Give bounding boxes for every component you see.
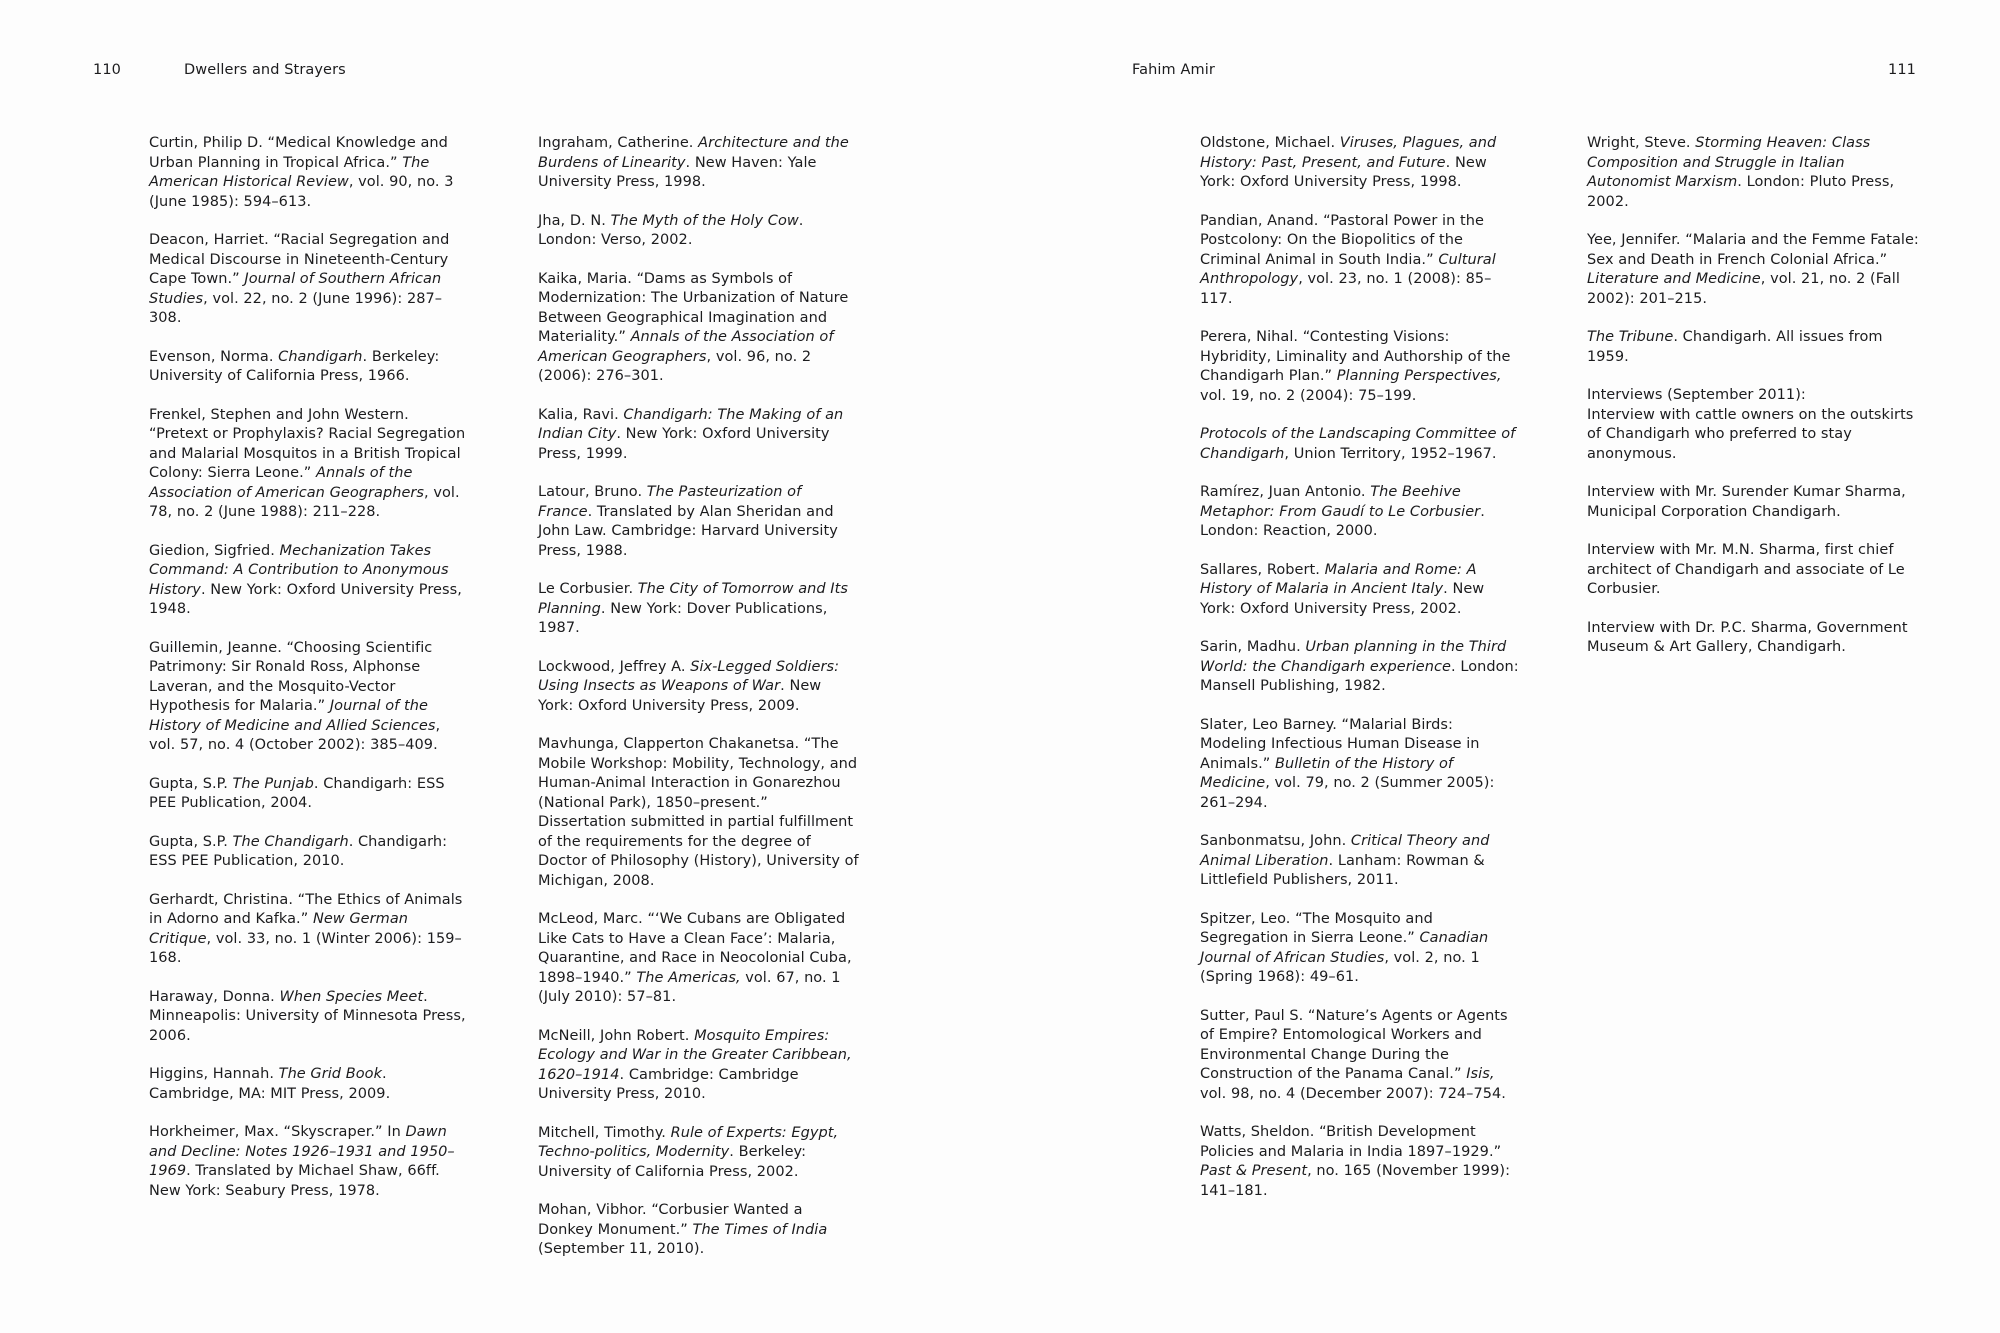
bib-entry: Protocols of the Landscaping Committee of Chandigarh, Union Territory, 1952–1967. — [1200, 426, 1516, 462]
bib-entry: McNeill, John Robert. Mosquito Empires: Ecology and War in the Greater Caribbean, 1620–1914. Cambridge: Cambridge University Press, 2010. — [538, 1027, 852, 1102]
bib-entry: Ingraham, Catherine. Architecture and the Burdens of Linearity. New Haven: Yale University Press, 1998. — [538, 135, 849, 190]
bib-entry: Kalia, Ravi. Chandigarh: The Making of an Indian City. New York: Oxford University Press, 1999. — [538, 406, 844, 462]
bib-entry: Slater, Leo Barney. “Malarial Birds: Modeling Infectious Human Disease in Animals.” Bulletin of the History of Medicine, vol. 79, no. 2 (Summer 2005): 261–294. — [1200, 716, 1495, 811]
bib-entry: Sallares, Robert. Malaria and Rome: A History of Malaria in Ancient Italy. New York: Oxford University Press, 2002. — [1200, 561, 1485, 617]
bib-entry: The Tribune. Chandigarh. All issues from 1959. — [1587, 329, 1883, 365]
bib-entry: Horkheimer, Max. “Skyscraper.” In Dawn and Decline: Notes 1926–1931 and 1950–1969. Translated by Michael Shaw, 66ff. New York: Seabury Press, 1978. — [149, 1124, 455, 1199]
bib-entry: Jha, D. N. The Myth of the Holy Cow. London: Verso, 2002. — [538, 212, 804, 248]
page-number-right: 111 — [1888, 62, 1916, 78]
bib-entry: Interview with Mr. M.N. Sharma, first chief architect of Chandigarh and associate of Le Corbusier. — [1587, 542, 1905, 597]
bib-entry: Spitzer, Leo. “The Mosquito and Segregation in Sierra Leone.” Canadian Journal of African Studies, vol. 2, no. 1 (Spring 1968): 49–61. — [1200, 910, 1489, 985]
bib-entry: Frenkel, Stephen and John Western. “Pretext or Prophylaxis? Racial Segregation and Malarial Mosquitos in a British Tropical Colony: Sierra Leone.” Annals of the Association of American Geographers, vol. 78, no. 2 (June 1988): 211–228. — [149, 406, 466, 520]
bib-entry: Curtin, Philip D. “Medical Knowledge and Urban Planning in Tropical Africa.” The American Historical Review, vol. 90, no. 3 (June 1985): 594–613. — [149, 135, 454, 210]
bib-entry: Latour, Bruno. The Pasteurization of France. Translated by Alan Sheridan and John Law. Cambridge: Harvard University Press, 1988. — [538, 484, 838, 559]
bib-entry: Pandian, Anand. “Pastoral Power in the Postcolony: On the Biopolitics of the Criminal Animal in South India.” Cultural Anthropology, vol. 23, no. 1 (2008): 85–117. — [1200, 212, 1496, 307]
bib-entry: Sanbonmatsu, John. Critical Theory and Animal Liberation. Lanham: Rowman & Littlefield Publishers, 2011. — [1200, 833, 1490, 888]
bib-entry: Sarin, Madhu. Urban planning in the Third World: the Chandigarh experience. London: Mansell Publishing, 1982. — [1200, 639, 1519, 694]
bib-entry: Perera, Nihal. “Contesting Visions: Hybridity, Liminality and Authorship of the Chandigarh Plan.” Planning Perspectives, vol. 19, no. 2 (2004): 75–199. — [1200, 329, 1511, 404]
bib-entry: Mitchell, Timothy. Rule of Experts: Egypt, Techno-politics, Modernity. Berkeley: University of California Press, 2002. — [538, 1124, 839, 1180]
bib-entry: Guillemin, Jeanne. “Choosing Scientific Patrimony: Sir Ronald Ross, Alphonse Laveran, and the Mosquito-Vector Hypothesis for Malaria.” Journal of the History of Medicine and Allied Sciences, vol. 57, no. 4 (October 2002): 385–409. — [149, 639, 441, 753]
bib-entry: Lockwood, Jeffrey A. Six-Legged Soldiers: Using Insects as Weapons of War. New York: Oxford University Press, 2009. — [538, 658, 840, 714]
bib-entry: Watts, Sheldon. “British Development Policies and Malaria in India 1897–1929.” Past & Present, no. 165 (November 1999): 141–181. — [1200, 1124, 1511, 1199]
bib-entry: Ramírez, Juan Antonio. The Beehive Metaphor: From Gaudí to Le Corbusier. London: Reaction, 2000. — [1200, 484, 1485, 539]
bib-column-3 — [1200, 134, 1522, 1220]
running-author: Fahim Amir — [1132, 62, 1215, 78]
bib-entry: Gupta, S.P. The Punjab. Chandigarh: ESS PEE Publication, 2004. — [149, 775, 445, 811]
bib-entry: Kaika, Maria. “Dams as Symbols of Modernization: The Urbanization of Nature Between Geographical Imagination and Materiality.” Annals of the Association of American Geographers, vol. 96, no. 2 (2006): 276–301. — [538, 270, 849, 384]
bib-entry: Yee, Jennifer. “Malaria and the Femme Fatale: Sex and Death in French Colonial Africa.” Literature and Medicine, vol. 21, no. 2 (Fall 2002): 201–215. — [1587, 232, 1919, 307]
bib-entry: Deacon, Harriet. “Racial Segregation and Medical Discourse in Nineteenth-Century Cape Town.” Journal of Southern African Studies, vol. 22, no. 2 (June 1996): 287–308. — [149, 232, 450, 326]
bib-entry: Gerhardt, Christina. “The Ethics of Animals in Adorno and Kafka.” New German Critique, vol. 33, no. 1 (Winter 2006): 159–168. — [149, 891, 463, 966]
bib-entry: Mohan, Vibhor. “Corbusier Wanted a Donkey Monument.” The Times of India (September 11, 2010). — [538, 1202, 828, 1257]
bib-column-2 — [538, 134, 860, 1279]
running-title: Dwellers and Strayers — [184, 62, 346, 78]
bib-entry: Higgins, Hannah. The Grid Book. Cambridge, MA: MIT Press, 2009. — [149, 1066, 391, 1102]
page-number-left: 110 — [93, 62, 121, 78]
bib-entry: Interviews (September 2011): Interview with cattle owners on the outskirts of Chandigarh who preferred to stay anonymous. — [1587, 387, 1914, 462]
bib-entry: Gupta, S.P. The Chandigarh. Chandigarh: ESS PEE Publication, 2010. — [149, 833, 448, 869]
bib-column-4 — [1587, 134, 1921, 677]
bib-entry: Interview with Dr. P.C. Sharma, Government Museum & Art Gallery, Chandigarh. — [1587, 619, 1908, 655]
bib-entry: McLeod, Marc. “‘We Cubans are Obligated Like Cats to Have a Clean Face’: Malaria, Quarantine, and Race in Neocolonial Cuba, 1898–1940.” The Americas, vol. 67, no. 1 (July 2010): 57–81. — [538, 911, 852, 1005]
bib-entry: Le Corbusier. The City of Tomorrow and Its Planning. New York: Dover Publications, 1987. — [538, 581, 848, 636]
bib-column-1 — [149, 134, 471, 1220]
bib-entry: Evenson, Norma. Chandigarh. Berkeley: University of California Press, 1966. — [149, 348, 440, 384]
bib-entry: Oldstone, Michael. Viruses, Plagues, and History: Past, Present, and Future. New York: Oxford University Press, 1998. — [1200, 135, 1497, 190]
bib-entry: Interview with Mr. Surender Kumar Sharma, Municipal Corporation Chandigarh. — [1587, 484, 1906, 520]
bib-entry: Haraway, Donna. When Species Meet. Minneapolis: University of Minnesota Press, 2006. — [149, 988, 466, 1044]
bib-entry: Wright, Steve. Storming Heaven: Class Composition and Struggle in Italian Autonomist Marxism. London: Pluto Press, 2002. — [1587, 135, 1895, 210]
bib-entry: Sutter, Paul S. “Nature’s Agents or Agents of Empire? Entomological Workers and Environmental Change During the Construction of the Panama Canal.” Isis, vol. 98, no. 4 (December 2007): 724–754. — [1200, 1007, 1508, 1102]
bib-entry: Mavhunga, Clapperton Chakanetsa. “The Mobile Workshop: Mobility, Technology, and Human-Animal Interaction in Gonarezhou (National Park), 1850–present.” Dissertation submitted in partial fulfillment of the requirements for the degree of Doctor of Philosophy (History), University of Michigan, 2008. — [538, 736, 859, 889]
bib-entry: Giedion, Sigfried. Mechanization Takes Command: A Contribution to Anonymous History. New York: Oxford University Press, 1948. — [149, 542, 462, 617]
